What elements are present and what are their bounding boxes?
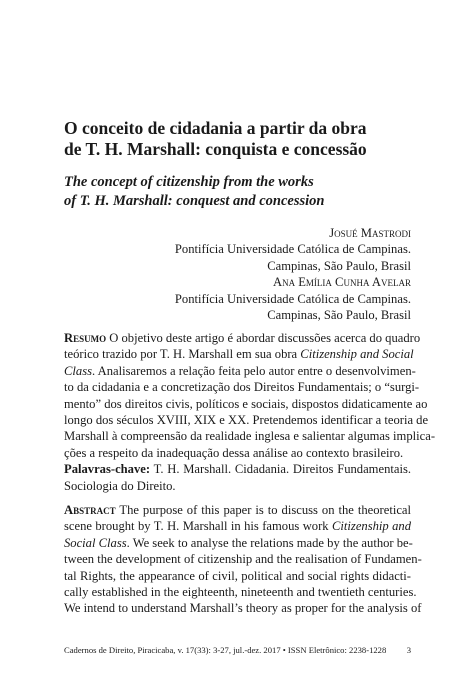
abstract-line: Abstract The purpose of this paper is to discuss on the theoretical [64,503,412,517]
resumo-line: Class. Analisaremos a relação feita pelo autor entre o desenvolvimen- [64,363,416,378]
title-line: de T. H. Marshall: conquista e concessão [64,139,367,159]
abstract-label: Abstract [64,503,116,517]
abstract-section [64,502,422,617]
resumo-label: Resumo [64,331,107,345]
subtitle-line: The concept of citizenship from the works [64,174,314,190]
title-line: O conceito de cidadania a partir da obra [64,118,367,138]
author-list [175,225,411,323]
abstract-line: tween the development of citizenship and the realisation of Fundamen- [64,552,422,567]
author-name: Ana Emília Cunha Avelar [272,275,411,290]
author-location: Campinas, São Paulo, Brasil [267,258,411,273]
resumo-section [64,330,436,494]
keywords-line: Palavras-chave: T. H. Marshall. Cidadania. Direitos Fundamentais. [64,462,412,477]
abstract-line: We intend to understand Marshall’s theory as proper for the analysis of [64,601,422,616]
resumo-line: mento” dos direitos civis, políticos e sociais, dispostos didaticamente ao [64,396,428,411]
subtitle-line: of T. H. Marshall: conquest and concession [64,193,325,209]
abstract-line: tal Rights, the appearance of civil, political and social rights didacti- [64,568,411,583]
author-location: Campinas, São Paulo, Brasil [267,308,411,323]
page-number: 3 [406,645,411,655]
resumo-line: to da cidadania e a concretização dos Direitos Fundamentais; o “surgi- [64,380,420,395]
author-name: Josué Mastrodi [329,226,411,240]
article-title [64,118,424,160]
abstract-line: cally established in the eighteenth, nineteenth and twentieth centuries. [64,585,417,600]
resumo-line: Marshall à compreensão da realidade inglesa e salientar algumas implica- [64,429,436,444]
abstract-line: scene brought by T. H. Marshall in his famous work Citizenship and [64,519,411,534]
abstract-line: Social Class. We seek to analyse the relations made by the author be- [64,535,413,550]
resumo-line: Resumo O objetivo deste artigo é abordar discussões acerca do quadro [64,331,421,345]
resumo-line: teórico trazido por T. H. Marshall em sua obra Citizenship and Social [64,347,414,362]
author-affiliation: Pontifícia Universidade Católica de Campinas. [174,291,411,306]
keywords-label: Palavras-chave: [64,462,151,477]
author-affiliation: Pontifícia Universidade Católica de Campinas. [174,242,411,257]
article-subtitle-english [64,173,424,211]
resumo-line: longo dos séculos XVIII, XIX e XX. Pretendemos identificar a teoria de [64,413,429,428]
resumo-line: ções a respeito da inadequação dessa análise ao contexto brasileiro. [64,445,404,460]
journal-citation: Cadernos de Direito, Piracicaba, v. 17(33): 3-27, jul.-dez. 2017 • ISSN Eletrônico: 2238-1228 [64,645,387,655]
keywords-line: Sociologia do Direito. [64,478,176,493]
